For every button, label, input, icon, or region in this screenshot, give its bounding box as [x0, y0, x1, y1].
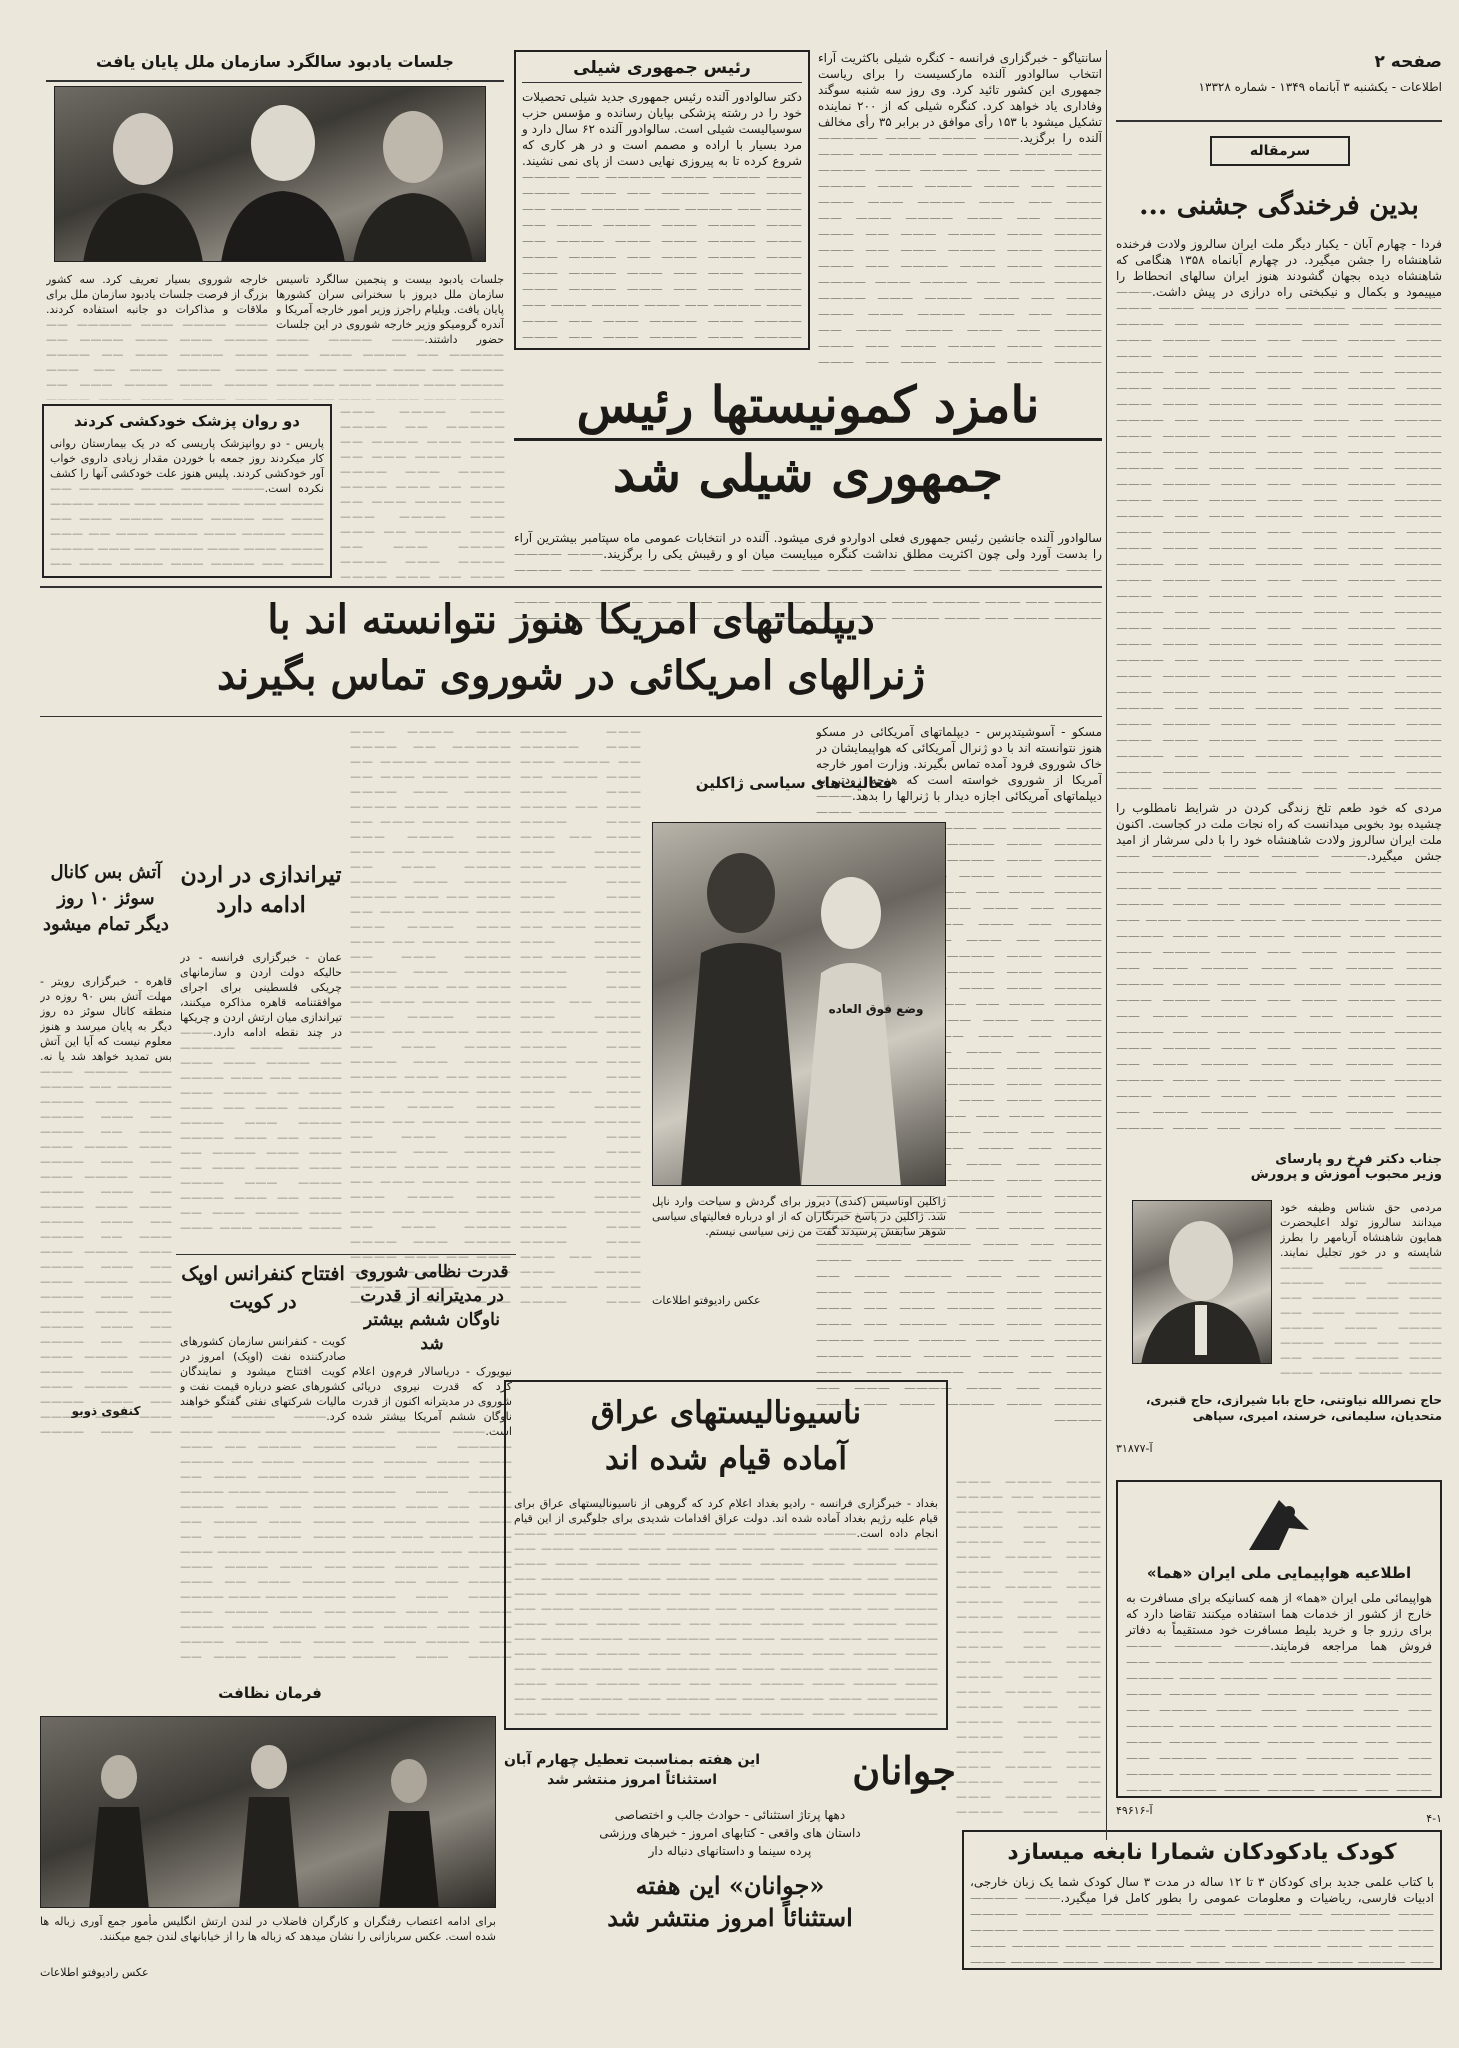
children-ad [962, 1830, 1442, 1970]
editorial-body-2: مردی که خود طعم تلخ زندگی کردن در شرایط نامطلوب را چشیده بود بخوبی میدانست که راه نجات ملت در کجاست. اکنون ملت ایران سالروز ولادت شاهنشاه خود را با دلی سرشار از امید جشن میگیرد. ——— — [1116, 800, 1442, 1142]
un-figures [54, 87, 485, 262]
un-body-continued [340, 404, 506, 580]
chile-profile-title: رئیس جمهوری شیلی [522, 58, 802, 83]
emergency-subtitle: وضع فوق العاده [828, 1002, 924, 1016]
un-photo [54, 86, 486, 262]
children-body: با کتاب علمی جدید برای کودکان ۳ تا ۱۲ ساله در مدت ۳ سال کودک شما یک زبان خارجی، ادبیات فارسی، ریاضیات و معلومات عمومی را بطور کامل فرا میگیرد. ——— — [970, 1874, 1434, 1954]
iraq-headline: ناسیونالیستهای عراق آماده قیام شده اند [590, 1395, 862, 1477]
minister-portrait [1132, 1200, 1272, 1364]
kennedy-credit: عکس رادیوفتو اطلاعات [652, 1294, 761, 1307]
portrait-figure [1132, 1201, 1271, 1364]
cleaning-photo [40, 1716, 496, 1908]
main-headline-body: سالوادور آلنده جانشین رئیس جمهوری فعلی ادواردو فری میشود. آلنده در انتخابات عمومی ماه سپتامبر بیشترین آراء را بدست آورد ولی چون اکثریت مطلق نداشت کنگره میبایست میان او و رقیبش یکی را برگزیند. ——— — [514, 530, 1102, 626]
javanan-bottom: «جوانان» این هفته استثنائاً امروز منتشر شد [607, 1871, 853, 1932]
masthead [1116, 52, 1442, 114]
homa-code: آ-۴۹۶۱۶ [1116, 1804, 1153, 1817]
homa-bird-icon [1239, 1490, 1319, 1560]
javanan-line1: این هفته بمناسبت تعطیل چهارم آبان [504, 1752, 761, 1768]
iraq-side-column [956, 1474, 1102, 1820]
cleaning-figures [40, 1717, 495, 1908]
suez-body: قاهره - خبرگزاری رویتر - مهلت آتش بس ۹۰ روزه در منطقه کانال سوئز ده روز دیگر به پایان میرسد و هنوز معلوم نیست که آیا این آتش بس تمدید خواهد شد یا نه. ——— — [40, 974, 172, 1444]
diplomats-col-3 [350, 724, 512, 1314]
homa-body: هواپیمائی ملی ایران «هما» از همه کسانیکه برای مسافرت به خارج از کشور از خدمات هما استفاده میکنند تقاضا دارد که برای رزرو جا و خرید بلیط مسافرت خود مستقیماً به دفاتر فروش هما مراجعه فرمایند. ——— — [1126, 1590, 1432, 1760]
un-body: خارجه شوروی بسیار تعریف کرد. سه کشور بزرگ از فرصت جلسات یادبود سازمان ملل برای ملاقات و مذاکرات دو جانبه استفاده کردند. ——— — [46, 272, 268, 400]
javanan-line2: استثنائاً امروز منتشر شد [547, 1772, 718, 1788]
minister-code: آ-۳۱۸۷۷ [1116, 1442, 1153, 1455]
un-title: جلسات یادبود سالگرد سازمان ملل پایان یافت [96, 52, 454, 71]
main-headline: نامزد کمونیستها رئیس جمهوری شیلی شد [514, 372, 1102, 520]
minister-signers: حاج نصرالله نیاوتنی، حاج بابا شیرازی، حاج قنبری، متحدیان، سلیمانی، خرسند، امیری، سپاهی [1145, 1393, 1442, 1423]
chile-profile-body: دکتر سالوادور آلنده رئیس جمهوری جدید شیلی تحصیلات خود را در رشته پزشکی بپایان رسانده و مؤسس حزب سوسیالیست شیلی است. سالوادور آلنده ۶۲ سال دارد و مرد بسیار با اراده و مصمم است و در هر کاری که شروع کرده تا به پیروزی نهایی دست از پای نمی نشیند. ——— — [522, 89, 802, 339]
opec-title: افتتاح کنفرانس اوپک در کویت [181, 1263, 345, 1313]
kennedy-caption: ژاکلین اوناسیس (کندی) دیروز برای گردش و سیاحت وارد ناپل شد. ژاکلین در پاسخ خبرنگاران که از او درباره فعالیتهای سیاسی شوهر سابقش پرسیدند گفت من زنی سیاسی نیستم. [652, 1195, 946, 1238]
navy-body: نیویورک - دریاسالار فرم‌ون اعلام کرد که قدرت نیروی دریائی شوروی در مدیترانه اکنون از قدرت ناوگان ششم آمریکا بیشتر شده است. ——— — [352, 1364, 512, 1664]
children-code: ۴-۱ [1426, 1812, 1442, 1825]
suez-subtitle: کنفوی ذوبو [71, 1404, 141, 1418]
iraq-box [504, 1380, 948, 1730]
diplomats-headline: دیپلماتهای امریکا هنوز نتوانسته اند با ژنرالهای امریکائی در شوروی تماس بگیرند [217, 596, 925, 699]
children-title: کودک یادکودکان شمارا نابغه میسازد [1007, 1840, 1397, 1865]
editorial-body: فردا - چهارم آبان - یکبار دیگر ملت ایران سالروز ولادت فرخنده شاهنشاه را جشن میگیرد. در چهارم آبانماه ۱۳۵۸ هنگامی که شاهنشاه دیده بجهان گشودند هنوز ایران سالهای انحطاط را میپیمود و بکمال و نیکبختی راه درازی در پیش داشت. ——— — [1116, 236, 1442, 796]
javanan-list: دهها پرتاژ استثنائی - حوادث جالب و اختصاصی داستان های واقعی - کتابهای امروز - خبرهای ورزشی پرده سینما و داستانهای دنباله دار [599, 1808, 861, 1858]
navy-title: قدرت نظامی شوروی در مدیترانه از قدرت ناوگان ششم بیشتر شد [355, 1262, 509, 1354]
opec-body: کویت - کنفرانس سازمان کشورهای صادرکننده نفت (اوپک) امروز در کویت افتتاح میشود و نمایندگان کشورهای عضو درباره قیمت نفت و مالیات شرکتهای نفتی گفتگو خواهند کرد. ——— — [180, 1334, 346, 1664]
jordan-title: تیراندازی در اردن ادامه دارد [180, 862, 342, 918]
doctors-body: پاریس - دو روانپزشک پاریسی که در یک بیمارستان روانی کار میکردند روز جمعه با خوردن مقدار زیادی داروی خواب آور خودکشی کردند. پلیس هنوز علت خودکشی آنها را کشف نکرده است. ——— — [50, 436, 324, 564]
news-top-body: سانتیاگو - خبرگزاری فرانسه - کنگره شیلی باکثریت آراء انتخاب سالوادور آلنده مارکسیست را برای ریاست جمهوری این کشور تائید کرد. وی روز سه شنبه سوگند وفاداری یاد خواهد کرد. کنگره شیلی که از ۲۰۰ نماینده تشکیل میشود با ۱۵۳ رأی موافق در برابر ۳۵ رأی مخالف آلنده را برگزید. ——— — [818, 50, 1102, 368]
homa-title: اطلاعیه هواپیمایی ملی ایران «هما» [1146, 1564, 1412, 1582]
page-number: صفحه ۲ [1374, 52, 1442, 72]
chile-profile-box [514, 50, 810, 350]
homa-ad [1116, 1480, 1442, 1798]
diplomats-col-2 [520, 724, 642, 1314]
homa-logo [1126, 1490, 1432, 1560]
diplomats-body: مسکو - آسوشیتدپرس - دیپلماتهای آمریکائی در مسکو هنوز نتوانسته اند با دو ژنرال آمریکائی که هواپیمایشان در خاک شوروی فرود آمده تماس بگیرند. وزارت امور خارجه آمریکا از شوروی خواسته است که هرچه زودتر به دیپلماتهای آمریکائی اجازه دیدار با ژنرالها را بدهد. ——— — [816, 724, 1102, 1464]
cleaning-title: فرمان نظافت [218, 1684, 322, 1702]
minister-caption: جناب دکتر فرخ رو پارسای وزیر محبوب آموزش و پرورش [1250, 1152, 1442, 1182]
cleaning-credit: عکس رادیوفتو اطلاعات [40, 1966, 149, 1979]
editorial-label: سرمقاله [1210, 136, 1350, 166]
cleaning-caption: برای ادامه اعتصاب رفتگران و کارگران فاضلاب در لندن ارتش انگلیس مأمور جمع آوری زباله ها شده است. عکس سربازانی را نشان میدهد که زباله ها را از خیابانهای لندن جمع میکنند. [40, 1915, 496, 1943]
doctors-box [42, 404, 332, 578]
jordan-body: عمان - خبرگزاری فرانسه - در حالیکه دولت اردن و سازمانهای چریکی فلسطینی برای اجرای موافقتنامه قاهره مذاکره میکنند، تیراندازی میان ارتش اردن و چریکها در چند نقطه ادامه دارد. ——— — [180, 950, 342, 1240]
doctors-title: دو روان پزشک خودکشی کردند [73, 412, 300, 430]
suez-title: آتش بس کانال سوئز ۱۰ روز دیگر تمام میشود [43, 862, 169, 935]
javanan-logo: جوانان [852, 1747, 956, 1793]
minister-body: مردمی حق شناس وظیفه خود میدانند سالروز تولد اعلیحضرت همایون شاهنشاه آریامهر را بطرز شایسته و در خور تجلیل نمایند. ——— — [1280, 1200, 1442, 1380]
un-caption: جلسات یادبود بیست و پنجمین سالگرد تاسیس سازمان ملل دیروز با سخنرانی سران کشورها پایان یافت. ویلیام راجرز وزیر امور خارجه آمریکا و آندره گرومیکو وزیر خارجه شوروی در این جلسات حضور داشتند. ——— — [276, 272, 504, 400]
kennedy-title: فعالیت‌های سیاسی ژاکلین [695, 774, 893, 792]
editorial-title: بدین فرخندگی جشنی ... [1139, 190, 1419, 221]
iraq-body: بغداد - خبرگزاری فرانسه - رادیو بغداد اعلام کرد که گروهی از ناسیونالیستهای عراق برای قیام علیه رژیم بغداد آماده شده اند. دولت عراق اقدامات شدیدی برای جلوگیری از این قیام انجام داده است. ——— — [514, 1496, 938, 1716]
javanan-ad [504, 1740, 956, 1980]
date-line: اطلاعات - یکشنبه ۳ آبانماه ۱۳۴۹ - شماره ۱۳۳۲۸ [1198, 80, 1442, 94]
